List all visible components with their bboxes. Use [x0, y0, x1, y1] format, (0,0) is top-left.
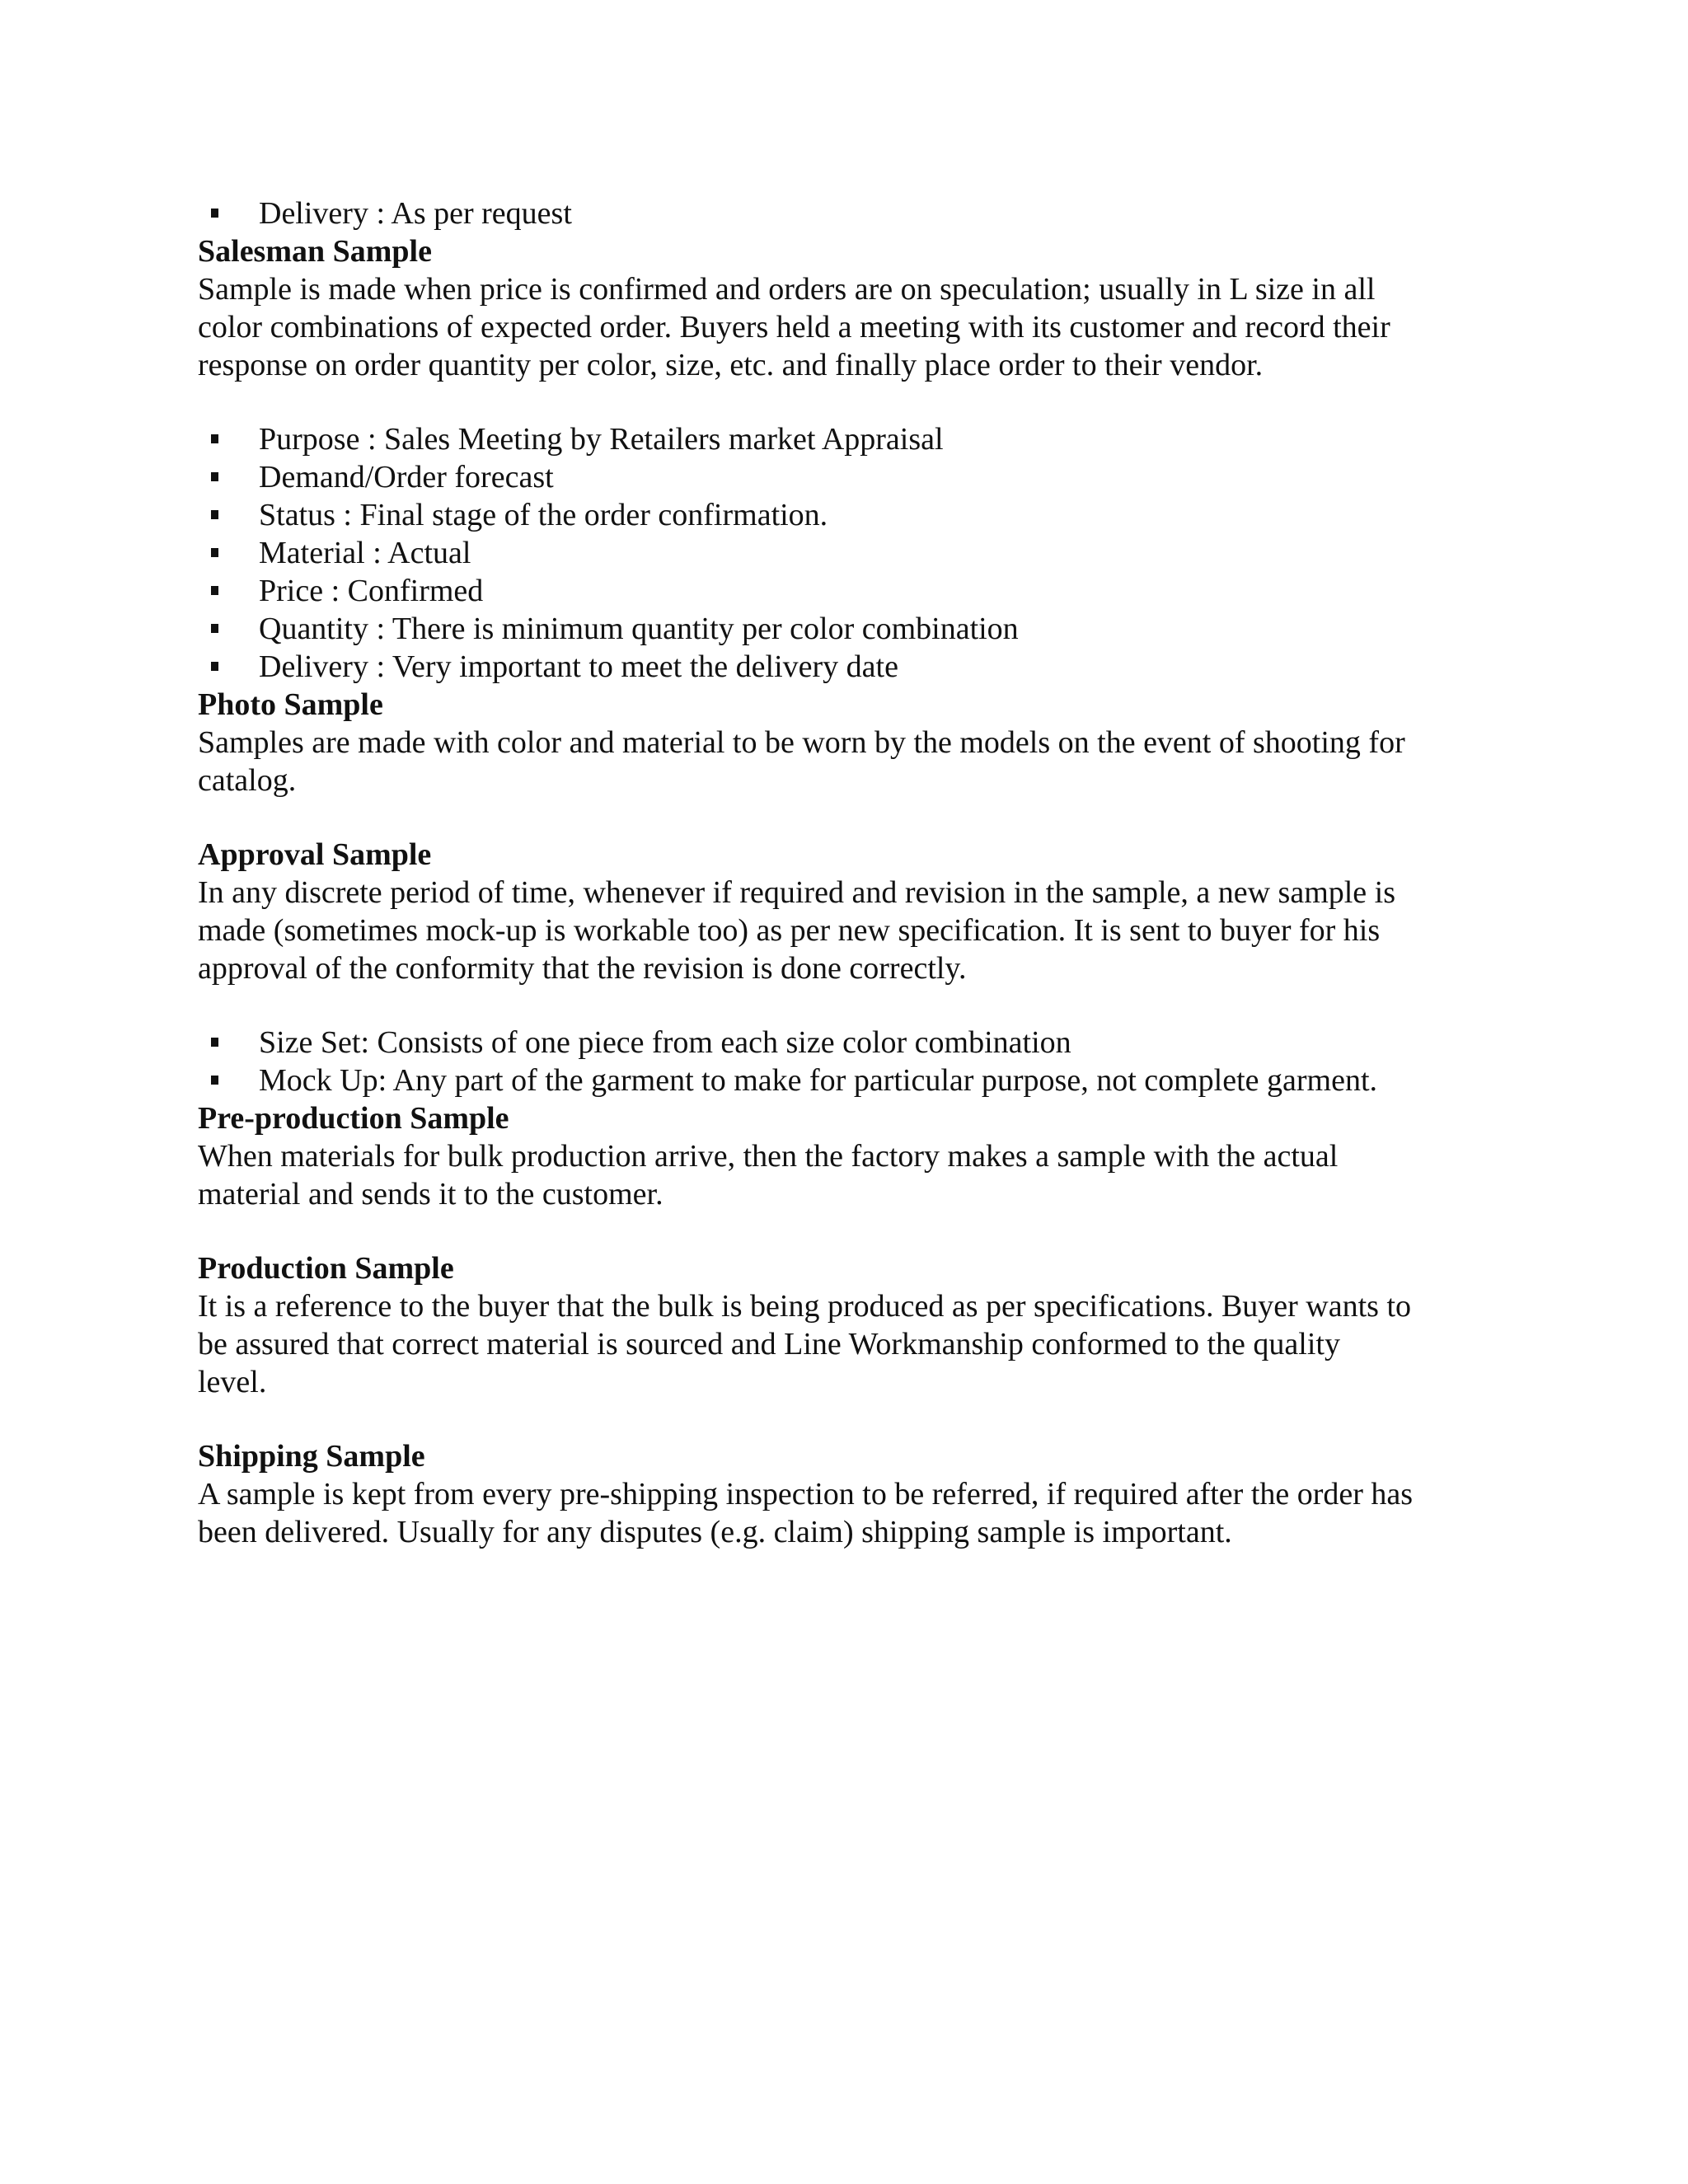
top-bullet-list — [198, 194, 1484, 232]
list-item-text: Size Set: Consists of one piece from each size color combination — [259, 1025, 1071, 1060]
square-bullet-icon — [211, 548, 218, 557]
square-bullet-icon — [211, 586, 218, 595]
list-item-text: Mock Up: Any part of the garment to make for particular purpose, not complete garment. — [259, 1063, 1378, 1098]
photo-heading: Photo Sample — [198, 687, 383, 722]
square-bullet-icon — [211, 624, 218, 633]
list-item — [198, 534, 1484, 572]
list-item-text: Demand/Order forecast — [259, 460, 554, 494]
photo-paragraph: Samples are made with color and material to be worn by the models on the event of shooting for catalog. — [198, 725, 1405, 798]
approval-paragraph: In any discrete period of time, whenever if required and revision in the sample, a new sample is made (sometimes mock-up is workable too) as per new specification. It is sent to buyer for his approval of the conformity that the revision is done correctly. — [198, 875, 1396, 986]
list-item — [198, 1062, 1484, 1099]
list-item — [198, 194, 1484, 232]
list-item-text: Quantity : There is minimum quantity per color combination — [259, 612, 1019, 646]
square-bullet-icon — [211, 434, 218, 443]
square-bullet-icon — [211, 1038, 218, 1047]
preproduction-paragraph: When materials for bulk production arrive, then the factory makes a sample with the actual material and sends it to the customer. — [198, 1139, 1339, 1212]
document-page — [198, 194, 1484, 1551]
square-bullet-icon — [211, 1076, 218, 1085]
approval-heading: Approval Sample — [198, 837, 432, 872]
list-item — [198, 420, 1484, 458]
salesman-paragraph: Sample is made when price is confirmed and orders are on speculation; usually in L size in all color combinations of expected order. Buyers held a meeting with its customer and record their response on order quantity per color, size, etc. and finally place order to their vendor. — [198, 272, 1390, 382]
list-item — [198, 496, 1484, 534]
list-item — [198, 572, 1484, 610]
square-bullet-icon — [211, 510, 218, 519]
list-item — [198, 1024, 1484, 1062]
shipping-paragraph: A sample is kept from every pre-shipping inspection to be referred, if required after the order has been delivered. Usually for any disputes (e.g. claim) shipping sample is important. — [198, 1477, 1414, 1549]
salesman-heading: Salesman Sample — [198, 234, 432, 269]
square-bullet-icon — [211, 662, 218, 671]
list-item-text: Purpose : Sales Meeting by Retailers market Appraisal — [259, 422, 944, 457]
list-item-text: Delivery : As per request — [259, 196, 572, 231]
production-heading: Production Sample — [198, 1251, 454, 1286]
square-bullet-icon — [211, 209, 218, 218]
approval-bullet-list — [198, 1024, 1484, 1099]
list-item-text: Material : Actual — [259, 536, 471, 570]
list-item — [198, 610, 1484, 648]
preproduction-heading: Pre-production Sample — [198, 1101, 509, 1136]
shipping-heading: Shipping Sample — [198, 1439, 425, 1474]
square-bullet-icon — [211, 472, 218, 481]
production-paragraph: It is a reference to the buyer that the bulk is being produced as per specifications. Buyer wants to be assured that correct material is sourced and Line Workmanship conformed to the quality level. — [198, 1289, 1412, 1399]
salesman-bullet-list — [198, 420, 1484, 686]
list-item-text: Delivery : Very important to meet the delivery date — [259, 649, 898, 684]
list-item — [198, 648, 1484, 686]
list-item-text: Status : Final stage of the order confirmation. — [259, 498, 828, 532]
list-item — [198, 458, 1484, 496]
list-item-text: Price : Confirmed — [259, 574, 484, 608]
